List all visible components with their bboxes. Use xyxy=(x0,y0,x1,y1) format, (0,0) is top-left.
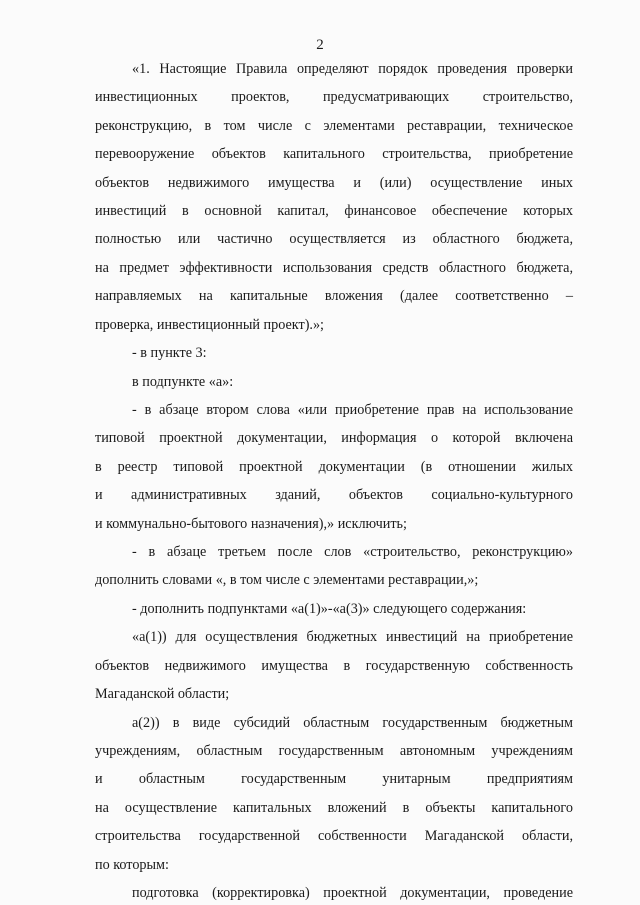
paragraph-line: перевооружение объектов капитального строительства, приобретение xyxy=(95,146,573,162)
paragraph-line: «1. Настоящие Правила определяют порядок проведения проверки xyxy=(132,61,573,77)
paragraph-line: и административных зданий, объектов социально-культурного xyxy=(95,487,573,503)
paragraph-line: объектов недвижимого имущества в государственную собственность xyxy=(95,658,573,674)
paragraph-line: по которым: xyxy=(95,857,169,873)
paragraph-line: инвестиционных проектов, предусматривающих строительство, xyxy=(95,89,573,105)
paragraph-line: на осуществление капитальных вложений в объекты капитального xyxy=(95,800,573,816)
paragraph-line: проверка, инвестиционный проект).»; xyxy=(95,317,324,333)
paragraph-line: полностью или частично осуществляется из областного бюджета, xyxy=(95,231,573,247)
paragraph-line: в реестр типовой проектной документации (в отношении жилых xyxy=(95,459,573,475)
paragraph-line: Магаданской области; xyxy=(95,686,230,702)
paragraph-line: и областным государственным унитарным предприятиям xyxy=(95,771,573,787)
paragraph-line: - дополнить подпунктами «а(1)»-«а(3)» следующего содержания: xyxy=(132,601,527,617)
paragraph-line: на предмет эффективности использования средств областного бюджета, xyxy=(95,260,573,276)
paragraph-line: объектов недвижимого имущества и (или) осуществление иных xyxy=(95,175,573,191)
paragraph-line: - в пункте 3: xyxy=(132,345,207,361)
paragraph-line: подготовка (корректировка) проектной документации, проведение xyxy=(132,885,573,901)
paragraph-line: строительства государственной собственности Магаданской области, xyxy=(95,828,573,844)
paragraph-line: учреждениям, областным государственным автономным учреждениям xyxy=(95,743,573,759)
paragraph-line: реконструкцию, в том числе с элементами реставрации, техническое xyxy=(95,118,573,134)
paragraph-line: - в абзаце втором слова «или приобретение прав на использование xyxy=(132,402,573,418)
paragraph-line: и коммунально-бытового назначения),» исключить; xyxy=(95,516,407,532)
paragraph-line: инвестиций в основной капитал, финансовое обеспечение которых xyxy=(95,203,573,219)
paragraph-line: в подпункте «а»: xyxy=(132,374,234,390)
page-number: 2 xyxy=(316,37,324,53)
paragraph-line: а(2)) в виде субсидий областным государственным бюджетным xyxy=(132,715,573,731)
paragraph-line: дополнить словами «, в том числе с элементами реставрации,»; xyxy=(95,572,479,588)
paragraph-line: «а(1)) для осуществления бюджетных инвестиций на приобретение xyxy=(132,629,573,645)
paragraph-line: типовой проектной документации, информация о которой включена xyxy=(95,430,573,446)
paragraph-line: направляемых на капитальные вложения (далее соответственно – xyxy=(95,288,573,304)
paragraph-line: - в абзаце третьем после слов «строительство, реконструкцию» xyxy=(132,544,573,560)
